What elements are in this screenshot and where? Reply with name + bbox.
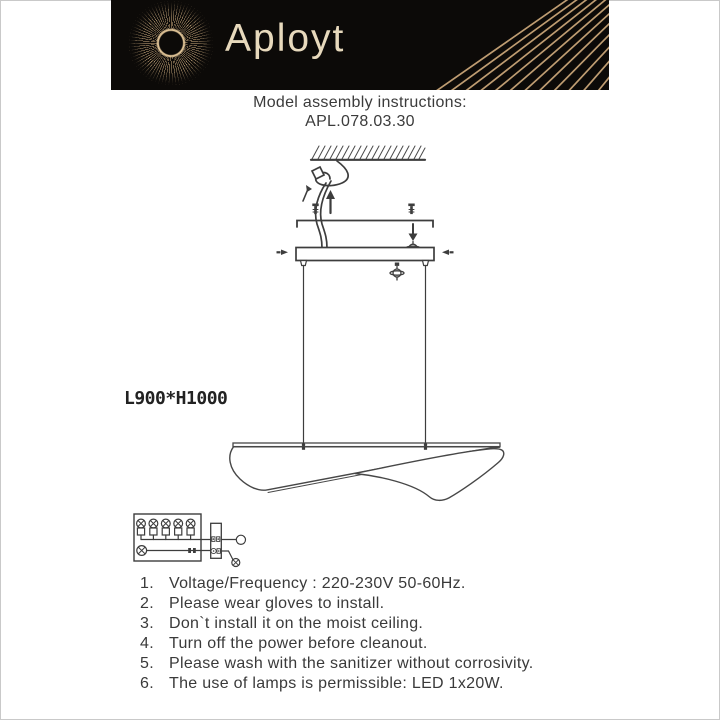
item-number: 3. xyxy=(140,615,154,632)
item-text: Don`t install it on the moist ceiling. xyxy=(169,615,424,632)
wiring-diagram xyxy=(134,514,245,567)
terminal-icon xyxy=(137,519,146,539)
driver-output-icon xyxy=(236,535,245,544)
page-title: Model assembly instructions: xyxy=(253,94,467,111)
power-cable xyxy=(303,161,348,248)
item-number: 1. xyxy=(140,575,154,592)
shade-top-bar xyxy=(233,443,500,447)
dimension-label: L900*H1000 xyxy=(124,388,228,409)
lamp-symbol-icon xyxy=(232,559,240,567)
screw-icon xyxy=(408,204,414,215)
down-arrow-icon xyxy=(409,224,418,241)
side-screw-arrow-icon xyxy=(277,250,289,256)
terminal-icon xyxy=(186,519,195,539)
canopy xyxy=(296,248,434,261)
item-text: Please wash with the sanitizer without corrosivity. xyxy=(169,655,534,672)
list-item xyxy=(140,594,620,614)
list-item xyxy=(140,654,620,674)
fuse-icon xyxy=(193,548,196,553)
item-text: The use of lamps is permissible: LED 1x20W. xyxy=(169,675,504,692)
item-number: 4. xyxy=(140,635,154,652)
list-item xyxy=(140,634,620,654)
terminal-icon xyxy=(161,519,170,539)
terminal-icon xyxy=(149,519,158,539)
item-number: 5. xyxy=(140,655,154,672)
ceiling xyxy=(311,146,425,160)
up-arrow-icon xyxy=(326,190,335,213)
list-item xyxy=(140,674,620,694)
lamp-shade xyxy=(230,443,504,500)
side-screw-arrow-icon xyxy=(442,250,454,256)
list-item xyxy=(140,574,620,594)
item-text: Voltage/Frequency : 220-230V 50-60Hz. xyxy=(169,575,466,592)
item-number: 6. xyxy=(140,675,154,692)
fuse-icon xyxy=(188,548,191,553)
instruction-list xyxy=(140,574,620,694)
lamp-symbol-icon xyxy=(137,546,147,556)
list-item xyxy=(140,614,620,634)
model-number: APL.078.03.30 xyxy=(305,113,415,130)
item-text: Please wear gloves to install. xyxy=(169,595,385,612)
height-adjuster-icon xyxy=(390,263,404,281)
brand-name: Aployt xyxy=(225,17,346,60)
item-text: Turn off the power before cleanout. xyxy=(169,635,428,652)
wire-connector-icon xyxy=(312,167,324,179)
item-number: 2. xyxy=(140,595,154,612)
screw-icon xyxy=(312,204,318,215)
terminal-icon xyxy=(174,519,183,539)
arrow-head xyxy=(306,185,312,192)
connector-block xyxy=(211,523,222,558)
